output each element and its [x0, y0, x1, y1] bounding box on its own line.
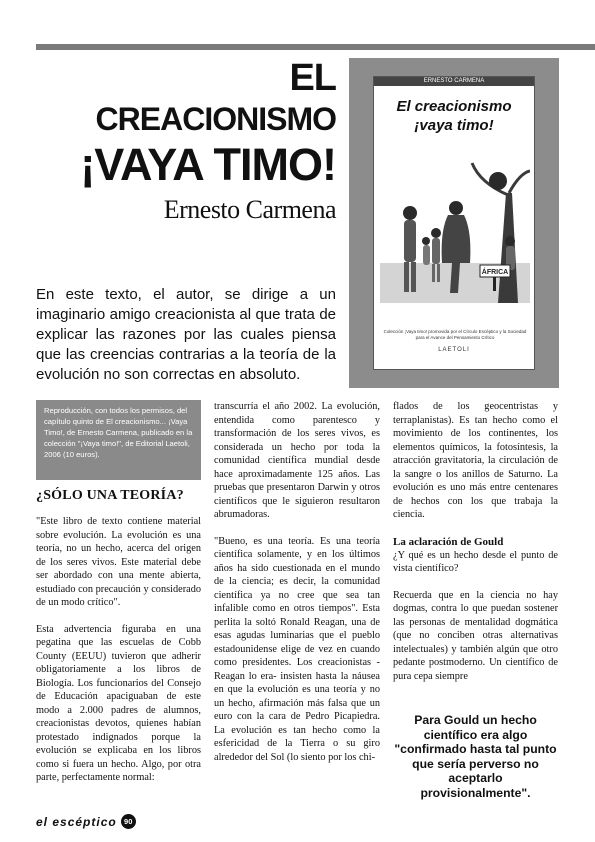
credit-box: Reproducción, con todos los permisos, del capítulo quinto de El creacionismo... ¡Vaya Timo!, de Ernesto Carmena, publicado en la colección "¡Vaya timo!", de Editorial Laetoli, 2006 (10 euros). [36, 400, 201, 480]
page-number: 90 [121, 814, 136, 829]
title-block [36, 58, 336, 226]
col3-paragraph-2: ¿Y qué es un hecho desde el punto de vista científico? [393, 549, 558, 574]
magazine-name: el escéptico [36, 814, 117, 829]
col3-paragraph-3: Recuerda que en la ciencia no hay dogmas, contra lo que puedan sostener las personas de mentalidad dogmática (que no conciben otras alternativas intelectuales) y también algún que otro pedante postmoderno. Un científico de pura cepa siempre [393, 589, 558, 682]
cover-title [374, 97, 534, 135]
col2-paragraph-1: transcurría el año 2002. La evolución, entendida como parentesco y transformación de los seres vivos, es considerada un hecho por toda la comunidad científica mundial desde hace aproximadamente 125 años. Las pruebas que presentaron Darwin y otros científicos que le siguieron resultaron abrumadoras. [214, 401, 380, 520]
top-rule [36, 44, 595, 50]
col2-paragraph-2: "Bueno, es una teoría. Es una teoría científica solamente, y en los últimos años ha sido cuestionada en el mundo de la ciencia; es decir, la comunidad científica ya no cree que sea tan infalible como en otros tiempos". Esta perlita la soltó Ronald Reagan, una de esas agudas luminarias que el pueblo estadounidense elige de vez en cuando como presidentes. Los creacionistas -Reagan lo era- insisten hasta la náusea en que la evolución es una teoría y no un hecho, afirmación más falsa que un euro con la cara de Pedro Picapiedra. La evolución es tan hecho como la esfericidad de la Tierra o su giro alrededor del Sol (lo siento por los chi- [214, 535, 380, 763]
title-line-3: ¡VAYA TIMO! [80, 139, 336, 190]
cover-subtitle: Colección ¡Vaya timo! promovida por el Círculo Escéptico y la Sociedad para el Avance del Pensamiento Crítico [383, 329, 527, 340]
section-heading: ¿SÓLO UNA TEORÍA? [36, 488, 184, 503]
col3-paragraph-1: flados de los geocentristas y terraplanistas). Es tan hecho como el movimiento de los continentes, los elementos químicos, la fotosíntesis, la atracción gravitatoria, la circulación de la sangre o los anillos de Saturno. La evolución es uno más entre centenares de hechos con los que trabaja la ciencia. [393, 401, 558, 520]
book-cover [349, 58, 559, 388]
col1-paragraph-2: Esta advertencia figuraba en una pegatina que las escuelas de Cobb County (EEUU) tuvieron que adherir obligatoriamente a los libros de Biología. Los funcionarios del Consejo de Educación apaciguaban de este modo a 2.000 padres de alumnos, creacionistas devotos, quienes habían protestado indignados porque la evolución se explicaba en los libros como si fuera un hecho. Algo, por otra parte, perfectamente normal: [36, 623, 201, 783]
title-line-1: EL [289, 57, 336, 99]
subheading-gould: La aclaración de Gould [393, 535, 504, 548]
pull-quote: Para Gould un hecho científico era algo "confirmado hasta tal punto que sería perverso no aceptarlo provisionalmente". [394, 713, 557, 800]
author-name: Ernesto Carmena [163, 195, 336, 224]
page-footer [36, 814, 136, 829]
cover-title-line-2: ¡vaya timo! [414, 117, 494, 134]
column-2 [214, 400, 380, 764]
title-line-2: CREACIONISMO [95, 101, 336, 137]
column-1 [36, 400, 201, 785]
column-3 [393, 400, 558, 683]
intro-paragraph: En este texto, el autor, se dirige a un imaginario amigo creacionista al que trata de explicar las razones por las cuales piensa que las creencias contrarias a la teoría de la evolución no son correctas en absoluto. [36, 286, 336, 383]
cover-illustration [380, 153, 530, 303]
cover-publisher: LAETOLI [438, 347, 470, 353]
book-cover-inner [373, 76, 535, 370]
cover-title-line-1: El creacionismo [396, 98, 512, 115]
col1-paragraph-1: "Este libro de texto contiene material sobre evolución. La evolución es una teoría, no un hecho, acerca del origen de los seres vivos. Este material debe ser abordado con una mente abierta, estudiado con precaución y considerado de un modo crítico". [36, 516, 201, 608]
cover-sign-text: ÁFRICA [481, 269, 509, 276]
cover-author-band: ERNESTO CARMENA [374, 77, 534, 86]
